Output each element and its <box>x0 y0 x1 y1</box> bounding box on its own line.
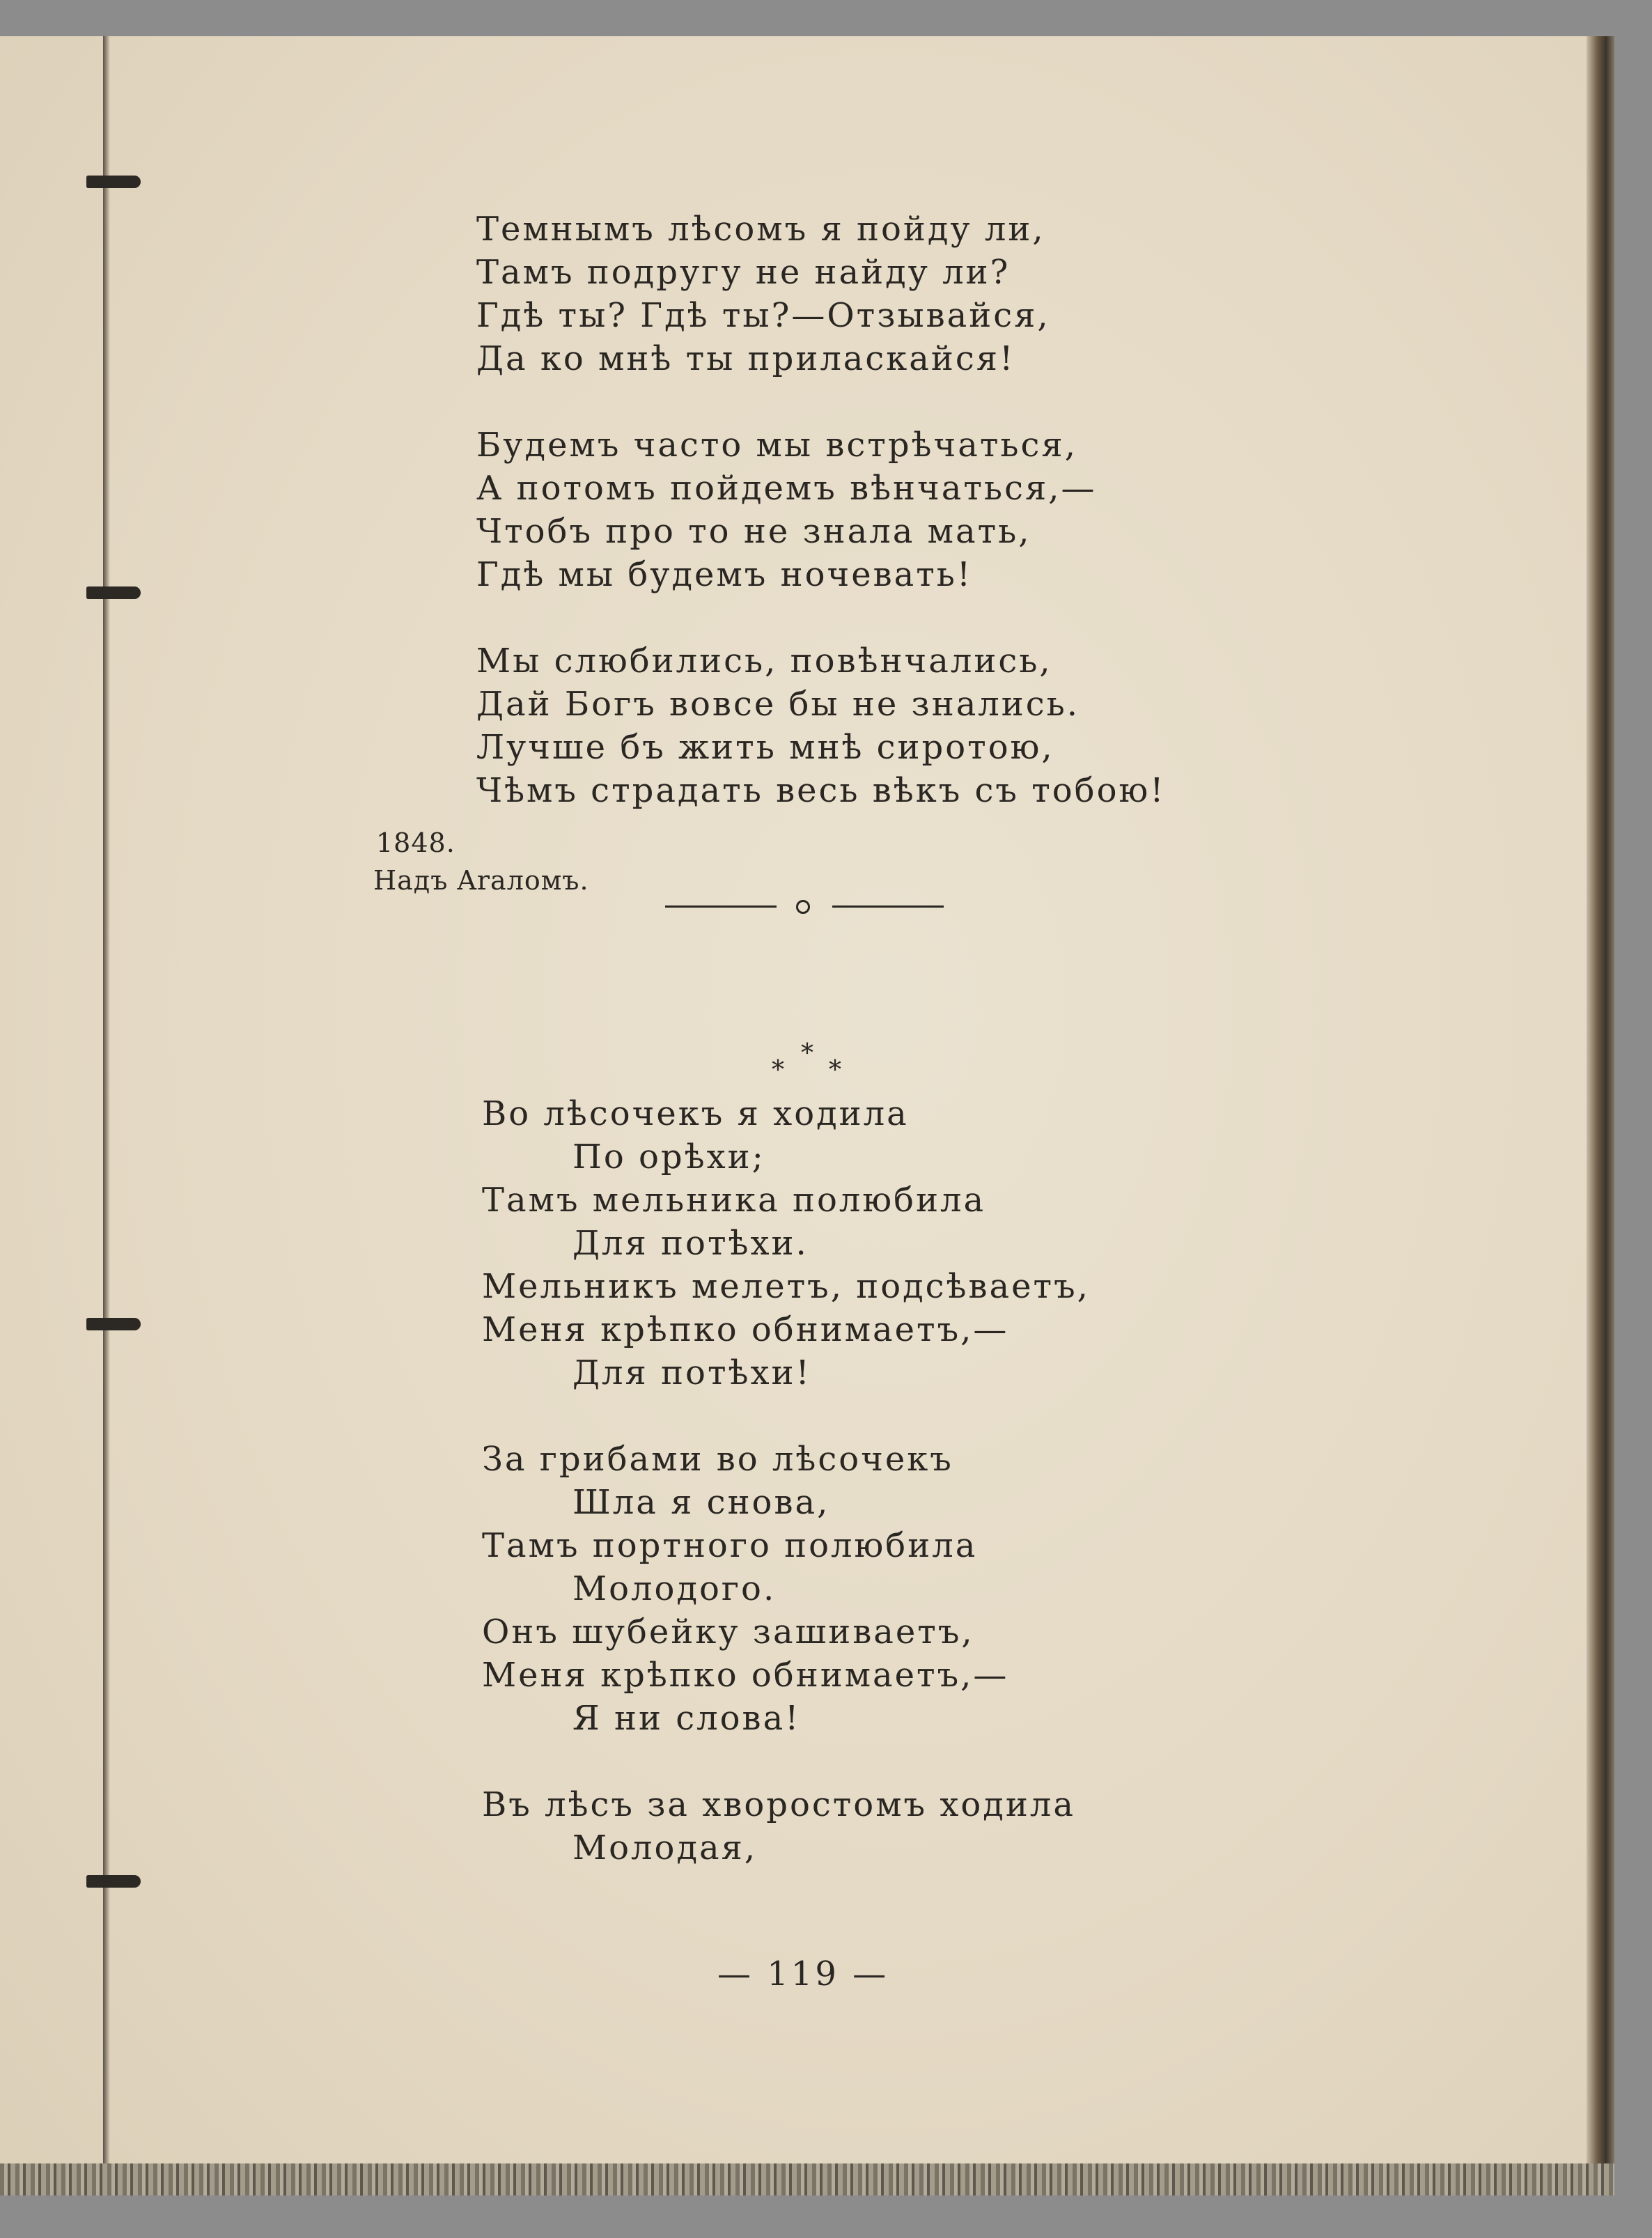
poem-line: Темнымъ лѣсомъ я пойду ли, <box>476 210 1045 249</box>
divider-line <box>665 906 777 908</box>
binding-stitch <box>86 1875 141 1888</box>
poem-line: Да ко мнѣ ты приласкайся! <box>476 339 1015 378</box>
poem-2 <box>482 1092 1090 1870</box>
poem-line: Лучше бъ жить мнѣ сиротою, <box>476 728 1054 767</box>
divider-circle <box>796 900 810 914</box>
poem-line: Дай Богъ вовсе бы не знались. <box>476 685 1080 724</box>
poem-line: Меня крѣпко обнимаетъ,— <box>482 1310 1009 1349</box>
poem-line: Тамъ подругу не найду ли? <box>476 253 1011 292</box>
poem-line: Меня крѣпко обнимаетъ,— <box>482 1656 1009 1695</box>
poem-line: Шла я снова, <box>572 1483 830 1522</box>
poem-line: А потомъ пойдемъ вѣнчаться,— <box>476 469 1097 508</box>
poem-line: Молодого. <box>572 1569 777 1608</box>
poem-line: Я ни слова! <box>572 1699 801 1738</box>
poem-line: Во лѣсочекъ я ходила <box>482 1094 909 1133</box>
poem-line: Гдѣ ты? Гдѣ ты?—Отзывайся, <box>476 296 1050 335</box>
poem-line: Для потѣхи. <box>572 1224 809 1263</box>
poem-line: Чѣмъ страдать весь вѣкъ съ тобою! <box>476 771 1166 810</box>
poem-line: Мельникъ мелетъ, подсѣваетъ, <box>482 1267 1090 1306</box>
page-right-edge <box>1587 36 1614 2196</box>
asterisk-icon: * <box>801 1039 813 1068</box>
poem-line: За грибами во лѣсочекъ <box>482 1440 953 1479</box>
divider-line <box>832 906 944 908</box>
page-bottom-edge <box>0 2163 1614 2196</box>
poem-line: Въ лѣсъ за хворостомъ ходила <box>482 1785 1075 1824</box>
poem-line: Тамъ портного полюбила <box>482 1526 978 1565</box>
book-page <box>0 36 1614 2196</box>
binding-stitch <box>86 176 141 188</box>
poem-line: Мы слюбились, повѣнчались, <box>476 642 1052 681</box>
poem-line: Онъ шубейку зашиваетъ, <box>482 1613 974 1652</box>
binding-stitch <box>86 1318 141 1330</box>
stanza-gap <box>482 1394 1090 1438</box>
binding-stitch <box>86 586 141 599</box>
poem-line: Будемъ часто мы встрѣчаться, <box>476 426 1077 465</box>
poem-line: По орѣхи; <box>572 1137 765 1176</box>
section-divider <box>665 892 944 919</box>
stanza-gap <box>476 380 1166 423</box>
binding-edge <box>103 36 110 2196</box>
stanza-gap <box>482 1740 1090 1783</box>
page-number: — 119 — <box>717 1955 889 1994</box>
asterism <box>759 1039 857 1095</box>
poem-date: 1848. <box>376 827 455 858</box>
stanza-gap <box>476 596 1166 639</box>
poem-line: Тамъ мельника полюбила <box>482 1181 986 1220</box>
poem-1 <box>476 208 1166 812</box>
poem-line: Для потѣхи! <box>572 1353 811 1392</box>
poem-line: Чтобъ про то не знала мать, <box>476 512 1031 551</box>
poem-line: Молодая, <box>572 1828 758 1867</box>
asterisk-icon: * <box>772 1056 784 1085</box>
asterisk-icon: * <box>829 1056 841 1085</box>
poem-place: Надъ Araломъ. <box>373 865 589 896</box>
poem-line: Гдѣ мы будемъ ночевать! <box>476 555 973 594</box>
